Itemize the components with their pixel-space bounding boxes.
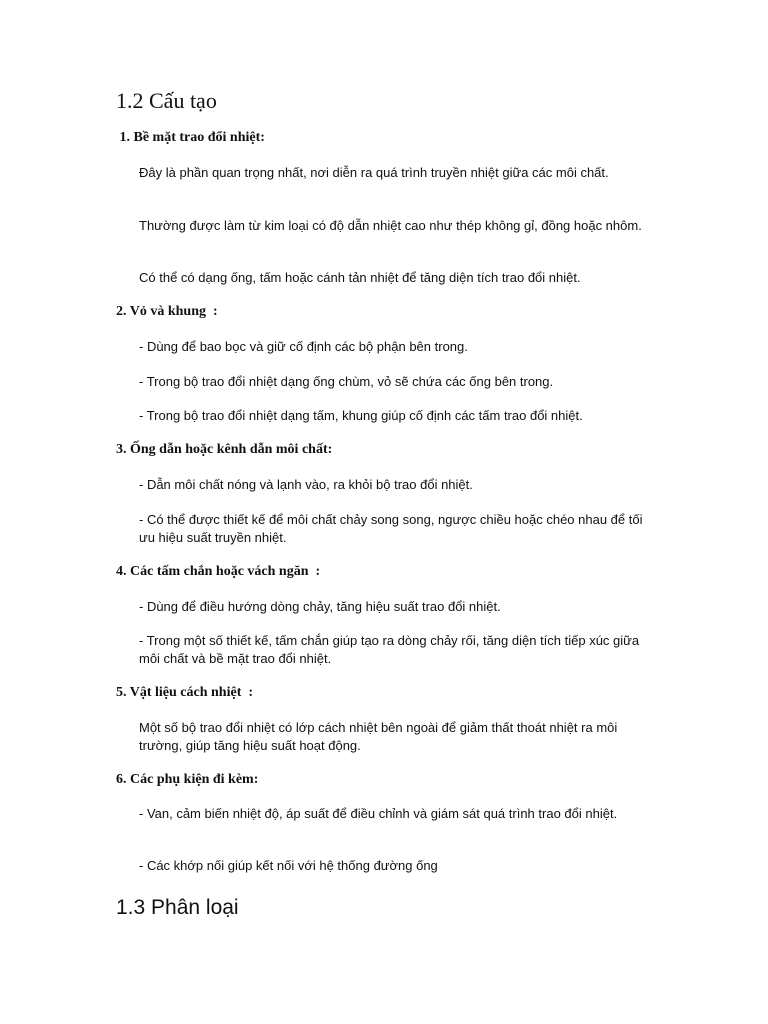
section-2-para-2: - Trong bộ trao đổi nhiệt dạng ống chùm, vỏ sẽ chứa các ống bên trong. <box>139 374 554 389</box>
section-6-para-1: - Van, cảm biến nhiệt độ, áp suất để điều chỉnh và giám sát quá trình trao đổi nhiệt. <box>139 806 618 821</box>
section-4-para-1: - Dùng để điều hướng dòng chảy, tăng hiệu suất trao đổi nhiệt. <box>139 599 501 614</box>
section-1-para-3: Có thể có dạng ống, tấm hoặc cánh tản nhiệt để tăng diện tích trao đổi nhiệt. <box>139 270 581 285</box>
section-2-para-1: - Dùng để bao bọc và giữ cố định các bộ phận bên trong. <box>139 339 468 354</box>
section-1-para-1: Đây là phần quan trọng nhất, nơi diễn ra quá trình truyền nhiệt giữa các môi chất. <box>139 165 609 180</box>
section-4-para-2: - Trong một số thiết kế, tấm chắn giúp tạo ra dòng chảy rối, tăng diện tích tiếp xúc giữa môi chất và bề mặt trao đổi nhiệt. <box>139 633 640 666</box>
section-3-para-2: - Có thể được thiết kế để môi chất chảy song song, ngược chiều hoặc chéo nhau để tối ưu hiệu suất truyền nhiệt. <box>139 512 643 545</box>
section-2-para-3: - Trong bộ trao đổi nhiệt dạng tấm, khung giúp cố định các tấm trao đổi nhiệt. <box>139 408 583 423</box>
section-5-title: 5. Vật liệu cách nhiệt : <box>116 685 254 700</box>
section-4-title: 4. Các tấm chắn hoặc vách ngăn : <box>116 564 321 579</box>
section-5-para-1: Một số bộ trao đổi nhiệt có lớp cách nhiệt bên ngoài để giảm thất thoát nhiệt ra môi trường, giúp tăng hiệu suất hoạt động. <box>139 720 618 753</box>
heading-1-3: 1.3 Phân loại <box>116 896 239 919</box>
section-3-title: 3. Ống dẫn hoặc kênh dẫn môi chất: <box>116 442 333 457</box>
section-1-title: 1. Bề mặt trao đổi nhiệt: <box>116 130 265 145</box>
section-1-para-2: Thường được làm từ kim loại có độ dẫn nhiệt cao như thép không gỉ, đồng hoặc nhôm. <box>139 218 642 233</box>
section-6-title: 6. Các phụ kiện đi kèm: <box>116 772 259 787</box>
section-3-para-1: - Dẫn môi chất nóng và lạnh vào, ra khỏi bộ trao đổi nhiệt. <box>139 477 473 492</box>
section-2-title: 2. Vỏ và khung : <box>116 304 218 319</box>
section-6-para-2: - Các khớp nối giúp kết nối với hệ thống đường ống <box>139 858 438 873</box>
heading-1-2: 1.2 Cấu tạo <box>116 88 217 113</box>
